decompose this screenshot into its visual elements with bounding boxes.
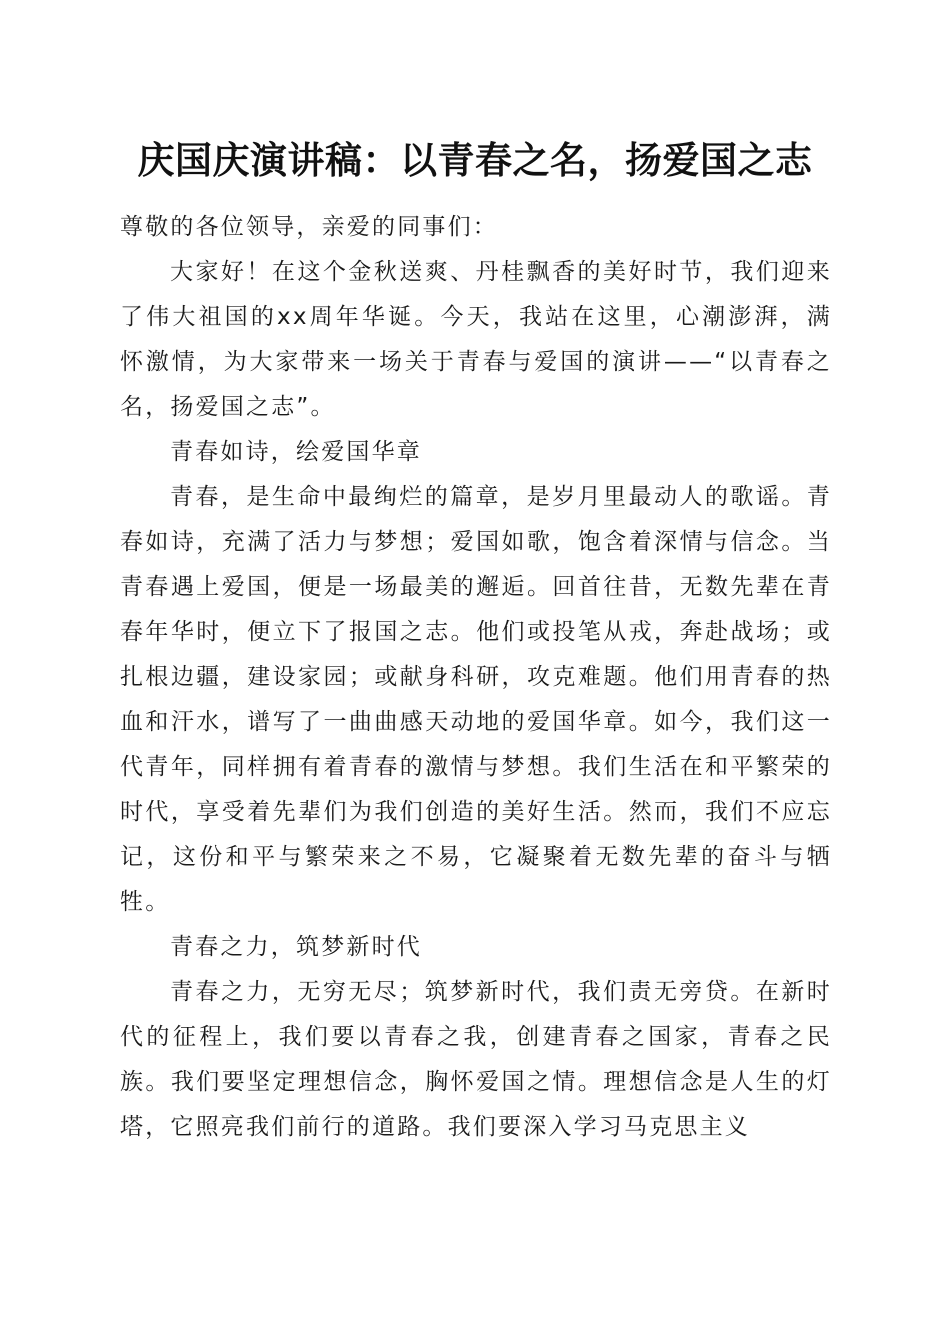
section-heading-youth-poem: 青春如诗，绘爱国华章	[170, 439, 422, 465]
paragraph-youth-poem: 青春，是生命中最绚烂的篇章，是岁月里最动人的歌谣。青春如诗，充满了活力与梦想；爱国如歌，饱含着深情与信念。当青春遇上爱国，便是一场最美的邂逅。回首往昔，无数先辈在青春年华时，便立下了报国之志。他们或投笔从戎，奔赴战场；或扎根边疆，建设家园；或献身科研，攻克难题。他们用青春的热血和汗水，谱写了一曲曲感天动地的爱国华章。如今，我们这一代青年，同样拥有着青春的激情与梦想。我们生活在和平繁荣的时代，享受着先辈们为我们创造的美好生活。然而，我们不应忘记，这份和平与繁荣来之不易，它凝聚着无数先辈的奋斗与牺牲。	[120, 484, 832, 915]
paragraph-greeting: 大家好！在这个金秋送爽、丹桂飘香的美好时节，我们迎来了伟大祖国的xx周年华诞。今天，我站在这里，心潮澎湃，满怀激情，为大家带来一场关于青春与爱国的演讲——“以青春之名，扬爱国之志”。	[120, 259, 832, 420]
document-title: 庆国庆演讲稿：以青春之名，扬爱国之志	[137, 138, 813, 182]
document-body	[120, 205, 832, 1150]
salutation: 尊敬的各位领导，亲爱的同事们：	[120, 214, 498, 240]
paragraph-youth-power: 青春之力，无穷无尽；筑梦新时代，我们责无旁贷。在新时代的征程上，我们要以青春之我，创建青春之国家，青春之民族。我们要坚定理想信念，胸怀爱国之情。理想信念是人生的灯塔，它照亮我们前行的道路。我们要深入学习马克思主义	[120, 979, 832, 1140]
section-heading-youth-power: 青春之力，筑梦新时代	[170, 934, 422, 960]
